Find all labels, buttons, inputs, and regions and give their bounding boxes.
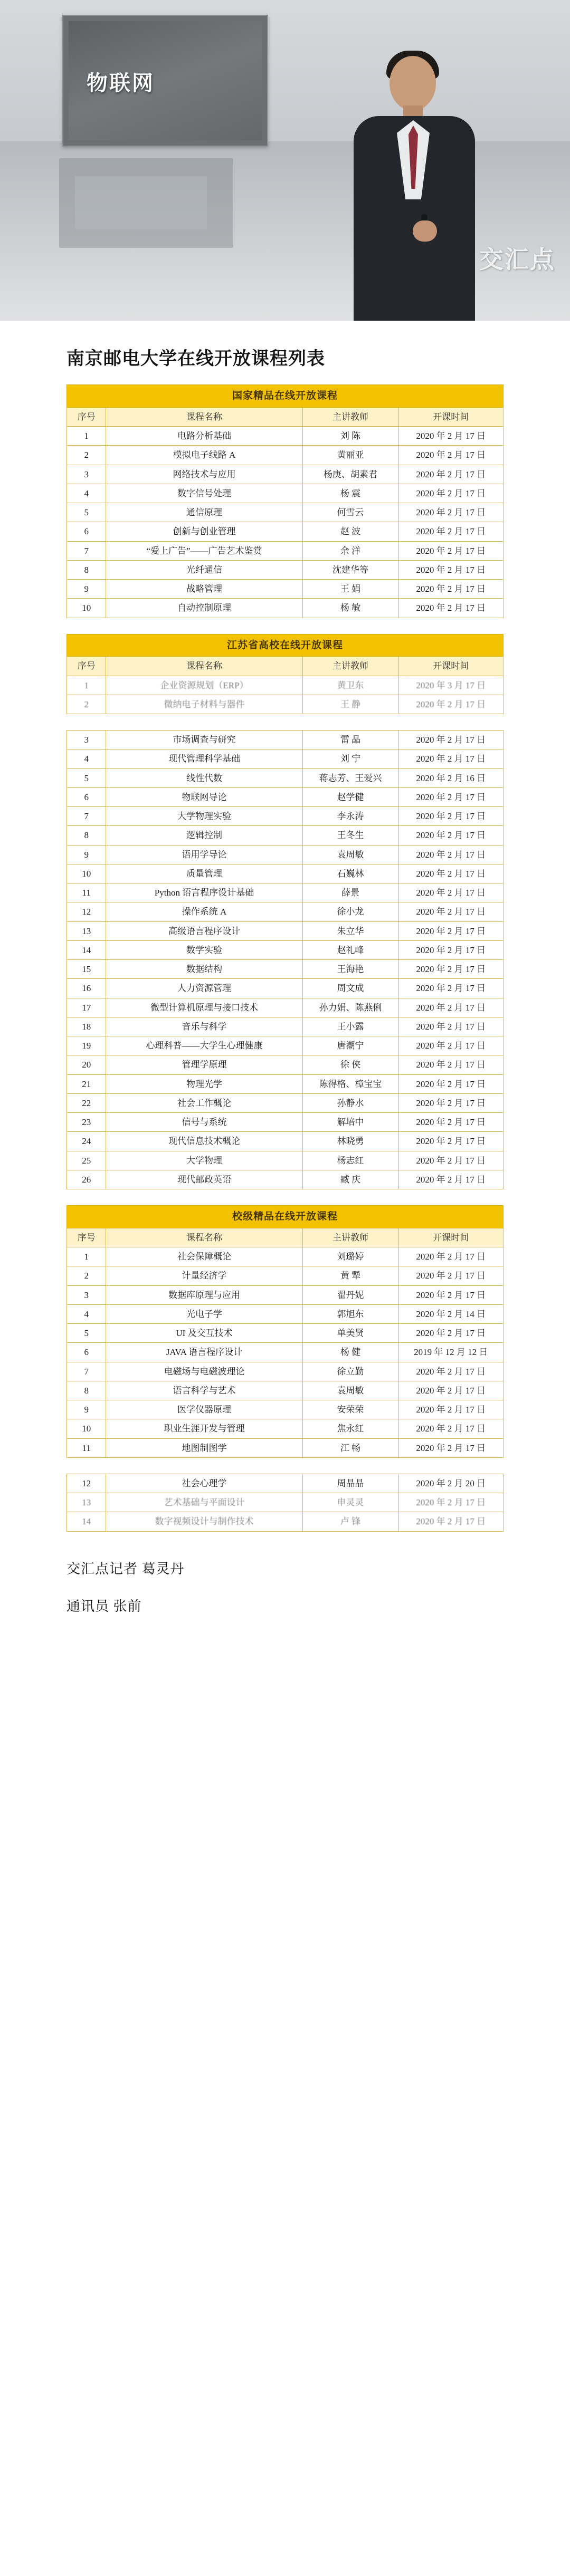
table-cell: 职业生涯开发与管理 bbox=[106, 1419, 302, 1438]
table-cell: 人力资源管理 bbox=[106, 979, 302, 998]
table-cell: 24 bbox=[67, 1132, 106, 1151]
table-cell: 黄丽亚 bbox=[302, 446, 398, 465]
table-spacer bbox=[66, 1189, 504, 1205]
table-cell: 19 bbox=[67, 1036, 106, 1055]
table-row bbox=[67, 864, 504, 883]
table-row bbox=[67, 695, 504, 714]
table-cell: 25 bbox=[67, 1151, 106, 1170]
hero-video-thumbnail[interactable] bbox=[0, 0, 570, 321]
table-cell: 2020 年 2 月 17 日 bbox=[398, 1074, 504, 1093]
table-cell: 雷 晶 bbox=[302, 730, 398, 749]
table-row bbox=[67, 1132, 504, 1151]
table-row bbox=[67, 1362, 504, 1381]
table-cell: 2020 年 2 月 14 日 bbox=[398, 1304, 504, 1323]
table-cell: 杨志红 bbox=[302, 1151, 398, 1170]
table-cell: 现代信息技术概论 bbox=[106, 1132, 302, 1151]
table-cell: 赵学健 bbox=[302, 787, 398, 806]
table-cell: 2 bbox=[67, 446, 106, 465]
table-cell: 袁周敏 bbox=[302, 845, 398, 864]
table-cell: 5 bbox=[67, 768, 106, 787]
table-cell: 沈建华等 bbox=[302, 560, 398, 579]
table-cell: 2020 年 2 月 17 日 bbox=[398, 695, 504, 714]
table-cell: 2020 年 2 月 17 日 bbox=[398, 1055, 504, 1074]
presenter-head bbox=[390, 56, 436, 111]
hero-screen-title: 物联网 bbox=[87, 72, 155, 95]
table-row bbox=[67, 768, 504, 787]
course-table bbox=[66, 730, 504, 1189]
table-cell: 王冬生 bbox=[302, 826, 398, 845]
table-cell: 2020 年 2 月 17 日 bbox=[398, 960, 504, 979]
table-column-header: 课程名称 bbox=[106, 407, 302, 426]
table-cell: 2020 年 2 月 17 日 bbox=[398, 1017, 504, 1036]
presenter-hand bbox=[413, 220, 437, 242]
table-column-header: 主讲教师 bbox=[302, 657, 398, 676]
table-cell: 大学物理实验 bbox=[106, 807, 302, 826]
table-cell: 线性代数 bbox=[106, 768, 302, 787]
table-cell: 2020 年 2 月 17 日 bbox=[398, 940, 504, 959]
table-cell: 高级语言程序设计 bbox=[106, 921, 302, 940]
table-cell: 艺术基础与平面设计 bbox=[106, 1493, 302, 1512]
table-cell: 21 bbox=[67, 1074, 106, 1093]
table-cell: 臧 庆 bbox=[302, 1170, 398, 1189]
table-cell: 2020 年 2 月 17 日 bbox=[398, 503, 504, 522]
table-cell: 2020 年 2 月 20 日 bbox=[398, 1474, 504, 1493]
table-cell: 信号与系统 bbox=[106, 1113, 302, 1132]
table-cell: 3 bbox=[67, 465, 106, 484]
table-cell: 物联网导论 bbox=[106, 787, 302, 806]
table-row bbox=[67, 883, 504, 902]
table-cell: 10 bbox=[67, 1419, 106, 1438]
table-cell: 杨 震 bbox=[302, 484, 398, 503]
table-cell: 2020 年 2 月 17 日 bbox=[398, 998, 504, 1017]
table-cell: 2020 年 2 月 17 日 bbox=[398, 580, 504, 599]
table-row bbox=[67, 1170, 504, 1189]
table-cell: 3 bbox=[67, 730, 106, 749]
table-cell: 创新与创业管理 bbox=[106, 522, 302, 541]
table-column-header: 序号 bbox=[67, 657, 106, 676]
table-cell: 王小露 bbox=[302, 1017, 398, 1036]
table-row bbox=[67, 940, 504, 959]
table-cell: 1 bbox=[67, 1247, 106, 1266]
table-cell: 市场调查与研究 bbox=[106, 730, 302, 749]
table-row bbox=[67, 541, 504, 560]
table-cell: 23 bbox=[67, 1113, 106, 1132]
table-cell: 陈得格、樟宝宝 bbox=[302, 1074, 398, 1093]
table-cell: 林晓勇 bbox=[302, 1132, 398, 1151]
table-cell: 周晶晶 bbox=[302, 1474, 398, 1493]
table-row bbox=[67, 1304, 504, 1323]
table-cell: 2020 年 2 月 17 日 bbox=[398, 541, 504, 560]
table-cell: 孙力娟、陈燕俐 bbox=[302, 998, 398, 1017]
table-cell: 13 bbox=[67, 921, 106, 940]
table-cell: 8 bbox=[67, 826, 106, 845]
table-cell: 操作系统 A bbox=[106, 902, 302, 921]
table-cell: 通信原理 bbox=[106, 503, 302, 522]
table-cell: 2 bbox=[67, 1266, 106, 1285]
table-cell: 杨 敏 bbox=[302, 599, 398, 618]
table-cell: 薛景 bbox=[302, 883, 398, 902]
table-cell: 12 bbox=[67, 902, 106, 921]
table-cell: 2020 年 2 月 17 日 bbox=[398, 1266, 504, 1285]
table-cell: 刘 陈 bbox=[302, 427, 398, 446]
table-cell: 语言科学与艺术 bbox=[106, 1381, 302, 1400]
table-row bbox=[67, 1400, 504, 1419]
table-cell: 徐 侠 bbox=[302, 1055, 398, 1074]
table-cell: 9 bbox=[67, 845, 106, 864]
table-cell: 2020 年 2 月 17 日 bbox=[398, 845, 504, 864]
table-cell: 王 娟 bbox=[302, 580, 398, 599]
table-cell: 8 bbox=[67, 1381, 106, 1400]
table-section-heading-label: 国家精品在线开放课程 bbox=[67, 385, 504, 408]
table-cell: 翟丹妮 bbox=[302, 1285, 398, 1304]
table-cell: 2020 年 2 月 17 日 bbox=[398, 1381, 504, 1400]
table-cell: 2020 年 2 月 17 日 bbox=[398, 484, 504, 503]
table-column-header: 课程名称 bbox=[106, 1228, 302, 1247]
table-cell: 9 bbox=[67, 1400, 106, 1419]
course-table bbox=[66, 385, 504, 618]
table-cell: 光电子学 bbox=[106, 1304, 302, 1323]
table-cell: 2020 年 2 月 17 日 bbox=[398, 446, 504, 465]
table-cell: 焦永红 bbox=[302, 1419, 398, 1438]
table-cell: 7 bbox=[67, 1362, 106, 1381]
table-cell: 战略管理 bbox=[106, 580, 302, 599]
table-cell: 2020 年 2 月 17 日 bbox=[398, 902, 504, 921]
table-row bbox=[67, 1151, 504, 1170]
table-column-header: 课程名称 bbox=[106, 657, 302, 676]
table-cell: 物理光学 bbox=[106, 1074, 302, 1093]
table-cell: 2020 年 2 月 17 日 bbox=[398, 427, 504, 446]
table-cell: 自动控制原理 bbox=[106, 599, 302, 618]
table-column-header-row bbox=[67, 407, 504, 426]
hero-lower-panel bbox=[59, 158, 233, 248]
table-cell: 2020 年 2 月 17 日 bbox=[398, 1438, 504, 1457]
table-column-header: 序号 bbox=[67, 407, 106, 426]
table-column-header: 序号 bbox=[67, 1228, 106, 1247]
table-row bbox=[67, 599, 504, 618]
table-cell: 赵礼峰 bbox=[302, 940, 398, 959]
table-cell: 2020 年 2 月 17 日 bbox=[398, 1132, 504, 1151]
hero-projection-screen bbox=[62, 15, 268, 147]
table-cell: 2020 年 2 月 17 日 bbox=[398, 979, 504, 998]
table-cell: 2020 年 2 月 17 日 bbox=[398, 787, 504, 806]
table-column-header: 主讲教师 bbox=[302, 407, 398, 426]
table-row bbox=[67, 1493, 504, 1512]
table-row bbox=[67, 1419, 504, 1438]
table-cell: 孙静水 bbox=[302, 1093, 398, 1112]
table-cell: 6 bbox=[67, 1343, 106, 1362]
correspondent-byline: 通讯员 张前 bbox=[66, 1598, 142, 1614]
table-cell: 2020 年 2 月 16 日 bbox=[398, 768, 504, 787]
table-row bbox=[67, 465, 504, 484]
table-cell: 5 bbox=[67, 1324, 106, 1343]
table-row bbox=[67, 676, 504, 695]
table-row bbox=[67, 1381, 504, 1400]
table-column-header: 开课时间 bbox=[398, 1228, 504, 1247]
table-cell: 蒋志芳、王爱兴 bbox=[302, 768, 398, 787]
table-cell: 微纳电子材料与器件 bbox=[106, 695, 302, 714]
table-cell: 7 bbox=[67, 541, 106, 560]
table-cell: 唐潮宁 bbox=[302, 1036, 398, 1055]
table-row bbox=[67, 446, 504, 465]
table-cell: 10 bbox=[67, 599, 106, 618]
table-cell: 大学物理 bbox=[106, 1151, 302, 1170]
table-cell: 2020 年 2 月 17 日 bbox=[398, 826, 504, 845]
table-row bbox=[67, 484, 504, 503]
table-cell: 2020 年 2 月 17 日 bbox=[398, 465, 504, 484]
table-cell: 14 bbox=[67, 1512, 106, 1531]
table-row bbox=[67, 749, 504, 768]
table-cell: 22 bbox=[67, 1093, 106, 1112]
table-cell: 17 bbox=[67, 998, 106, 1017]
table-cell: 电路分析基础 bbox=[106, 427, 302, 446]
table-cell: 单美贤 bbox=[302, 1324, 398, 1343]
table-cell: 刘璐婷 bbox=[302, 1247, 398, 1266]
table-cell: 音乐与科学 bbox=[106, 1017, 302, 1036]
table-column-header: 开课时间 bbox=[398, 407, 504, 426]
table-row bbox=[67, 979, 504, 998]
presenter-figure bbox=[338, 46, 496, 321]
table-cell: 数学实验 bbox=[106, 940, 302, 959]
table-cell: 数字视频设计与制作技术 bbox=[106, 1512, 302, 1531]
table-row bbox=[67, 960, 504, 979]
table-cell: 社会保障概论 bbox=[106, 1247, 302, 1266]
table-row bbox=[67, 1438, 504, 1457]
table-cell: 2020 年 3 月 17 日 bbox=[398, 676, 504, 695]
table-cell: 心理科普——大学生心理健康 bbox=[106, 1036, 302, 1055]
table-cell: 语用学导论 bbox=[106, 845, 302, 864]
table-cell: 2020 年 2 月 17 日 bbox=[398, 1493, 504, 1512]
table-cell: UI 及交互技术 bbox=[106, 1324, 302, 1343]
table-cell: 地图制图学 bbox=[106, 1438, 302, 1457]
table-cell: 2020 年 2 月 17 日 bbox=[398, 1170, 504, 1189]
table-row bbox=[67, 1474, 504, 1493]
table-cell: 现代管理科学基础 bbox=[106, 749, 302, 768]
table-cell: 朱立华 bbox=[302, 921, 398, 940]
table-cell: 8 bbox=[67, 560, 106, 579]
table-cell: 郭旭东 bbox=[302, 1304, 398, 1323]
table-row bbox=[67, 807, 504, 826]
reporter-byline: 交汇点记者 葛灵丹 bbox=[66, 1561, 185, 1577]
table-cell: 2020 年 2 月 17 日 bbox=[398, 864, 504, 883]
table-row bbox=[67, 1266, 504, 1285]
table-row bbox=[67, 1113, 504, 1132]
table-row bbox=[67, 730, 504, 749]
table-cell: 2020 年 2 月 17 日 bbox=[398, 1151, 504, 1170]
table-section-heading bbox=[67, 385, 504, 408]
table-section-heading bbox=[67, 1206, 504, 1228]
table-row bbox=[67, 845, 504, 864]
table-section-heading bbox=[67, 634, 504, 657]
watermark-logo: 交汇点 bbox=[479, 246, 555, 273]
table-row bbox=[67, 787, 504, 806]
table-cell: 杨庚、胡素君 bbox=[302, 465, 398, 484]
table-row bbox=[67, 560, 504, 579]
table-cell: 1 bbox=[67, 676, 106, 695]
table-column-header: 主讲教师 bbox=[302, 1228, 398, 1247]
table-cell: 2020 年 2 月 17 日 bbox=[398, 1036, 504, 1055]
table-cell: 申灵灵 bbox=[302, 1493, 398, 1512]
table-cell: 社会心理学 bbox=[106, 1474, 302, 1493]
table-cell: 解培中 bbox=[302, 1113, 398, 1132]
table-row bbox=[67, 1036, 504, 1055]
table-cell: 数据结构 bbox=[106, 960, 302, 979]
table-cell: 14 bbox=[67, 940, 106, 959]
table-cell: 2020 年 2 月 17 日 bbox=[398, 560, 504, 579]
table-row bbox=[67, 902, 504, 921]
table-cell: 网络技术与应用 bbox=[106, 465, 302, 484]
table-cell: 微型计算机原理与接口技术 bbox=[106, 998, 302, 1017]
table-cell: 企业资源规划（ERP） bbox=[106, 676, 302, 695]
table-cell: 2020 年 2 月 17 日 bbox=[398, 1362, 504, 1381]
table-cell: 2020 年 2 月 17 日 bbox=[398, 921, 504, 940]
table-cell: 2020 年 2 月 17 日 bbox=[398, 1285, 504, 1304]
table-cell: “爱上广告”——广告艺术鉴赏 bbox=[106, 541, 302, 560]
table-cell: 徐小龙 bbox=[302, 902, 398, 921]
table-row bbox=[67, 1074, 504, 1093]
table-spacer bbox=[66, 618, 504, 634]
table-cell: 4 bbox=[67, 484, 106, 503]
table-cell: 卢 锋 bbox=[302, 1512, 398, 1531]
table-cell: 2020 年 2 月 17 日 bbox=[398, 1093, 504, 1112]
table-cell: 杨 健 bbox=[302, 1343, 398, 1362]
course-table bbox=[66, 634, 504, 715]
table-cell: 2020 年 2 月 17 日 bbox=[398, 807, 504, 826]
table-cell: 13 bbox=[67, 1493, 106, 1512]
table-cell: 10 bbox=[67, 864, 106, 883]
table-cell: 2019 年 12 月 12 日 bbox=[398, 1343, 504, 1362]
table-row bbox=[67, 1055, 504, 1074]
course-table bbox=[66, 1205, 504, 1458]
table-column-header-row bbox=[67, 1228, 504, 1247]
table-row bbox=[67, 921, 504, 940]
table-row bbox=[67, 1512, 504, 1531]
table-cell: 黄 犟 bbox=[302, 1266, 398, 1285]
table-cell: 赵 波 bbox=[302, 522, 398, 541]
table-row bbox=[67, 1324, 504, 1343]
table-cell: 模拟电子线路 A bbox=[106, 446, 302, 465]
table-cell: 4 bbox=[67, 749, 106, 768]
table-cell: 社会工作概论 bbox=[106, 1093, 302, 1112]
table-cell: 12 bbox=[67, 1474, 106, 1493]
table-row bbox=[67, 1093, 504, 1112]
table-row bbox=[67, 503, 504, 522]
table-cell: 数字信号处理 bbox=[106, 484, 302, 503]
table-cell: 20 bbox=[67, 1055, 106, 1074]
table-cell: 数据库原理与应用 bbox=[106, 1285, 302, 1304]
table-cell: 1 bbox=[67, 427, 106, 446]
table-cell: 5 bbox=[67, 503, 106, 522]
table-cell: 袁周敏 bbox=[302, 1381, 398, 1400]
table-cell: 医学仪器原理 bbox=[106, 1400, 302, 1419]
table-cell: 2 bbox=[67, 695, 106, 714]
table-row bbox=[67, 1247, 504, 1266]
table-cell: 6 bbox=[67, 522, 106, 541]
table-cell: 2020 年 2 月 17 日 bbox=[398, 1512, 504, 1531]
table-cell: 余 洋 bbox=[302, 541, 398, 560]
table-cell: 徐立勤 bbox=[302, 1362, 398, 1381]
course-table bbox=[66, 1474, 504, 1532]
table-row bbox=[67, 522, 504, 541]
table-cell: 安荣荣 bbox=[302, 1400, 398, 1419]
table-cell: JAVA 语言程序设计 bbox=[106, 1343, 302, 1362]
table-column-header-row bbox=[67, 657, 504, 676]
table-cell: 光纤通信 bbox=[106, 560, 302, 579]
table-cell: 2020 年 2 月 17 日 bbox=[398, 1113, 504, 1132]
table-cell: 18 bbox=[67, 1017, 106, 1036]
table-cell: 2020 年 2 月 17 日 bbox=[398, 730, 504, 749]
table-cell: 3 bbox=[67, 1285, 106, 1304]
table-cell: 11 bbox=[67, 883, 106, 902]
table-cell: 黄卫东 bbox=[302, 676, 398, 695]
table-cell: 2020 年 2 月 17 日 bbox=[398, 883, 504, 902]
table-cell: 王海艳 bbox=[302, 960, 398, 979]
table-cell: 2020 年 2 月 17 日 bbox=[398, 749, 504, 768]
table-cell: 4 bbox=[67, 1304, 106, 1323]
table-cell: 刘 宁 bbox=[302, 749, 398, 768]
course-tables bbox=[66, 385, 504, 1532]
table-cell: 逻辑控制 bbox=[106, 826, 302, 845]
table-cell: 11 bbox=[67, 1438, 106, 1457]
table-column-header: 开课时间 bbox=[398, 657, 504, 676]
table-cell: 2020 年 2 月 17 日 bbox=[398, 522, 504, 541]
document-body bbox=[0, 321, 570, 1647]
table-cell: 2020 年 2 月 17 日 bbox=[398, 1247, 504, 1266]
table-row bbox=[67, 1017, 504, 1036]
table-section-heading-label: 校级精品在线开放课程 bbox=[67, 1206, 504, 1228]
table-cell: 9 bbox=[67, 580, 106, 599]
table-spacer bbox=[66, 714, 504, 730]
table-cell: 管理学原理 bbox=[106, 1055, 302, 1074]
table-cell: 李永涛 bbox=[302, 807, 398, 826]
table-cell: 质量管理 bbox=[106, 864, 302, 883]
page-title: 南京邮电大学在线开放课程列表 bbox=[66, 349, 325, 369]
table-row bbox=[67, 826, 504, 845]
table-cell: 15 bbox=[67, 960, 106, 979]
table-row bbox=[67, 1285, 504, 1304]
table-cell: 2020 年 2 月 17 日 bbox=[398, 1400, 504, 1419]
table-cell: 王 静 bbox=[302, 695, 398, 714]
table-cell: 电磁场与电磁波理论 bbox=[106, 1362, 302, 1381]
table-cell: 2020 年 2 月 17 日 bbox=[398, 1324, 504, 1343]
table-cell: 7 bbox=[67, 807, 106, 826]
table-cell: 16 bbox=[67, 979, 106, 998]
table-cell: Python 语言程序设计基础 bbox=[106, 883, 302, 902]
table-cell: 26 bbox=[67, 1170, 106, 1189]
table-cell: 2020 年 2 月 17 日 bbox=[398, 1419, 504, 1438]
table-spacer bbox=[66, 1458, 504, 1474]
table-cell: 现代邮政英语 bbox=[106, 1170, 302, 1189]
table-section-heading-label: 江苏省高校在线开放课程 bbox=[67, 634, 504, 657]
table-cell: 2020 年 2 月 17 日 bbox=[398, 599, 504, 618]
table-row bbox=[67, 998, 504, 1017]
table-row bbox=[67, 1343, 504, 1362]
table-cell: 石巍林 bbox=[302, 864, 398, 883]
table-cell: 江 畅 bbox=[302, 1438, 398, 1457]
table-cell: 周文成 bbox=[302, 979, 398, 998]
table-cell: 计量经济学 bbox=[106, 1266, 302, 1285]
table-row bbox=[67, 580, 504, 599]
table-cell: 6 bbox=[67, 787, 106, 806]
table-row bbox=[67, 427, 504, 446]
table-cell: 何雪云 bbox=[302, 503, 398, 522]
